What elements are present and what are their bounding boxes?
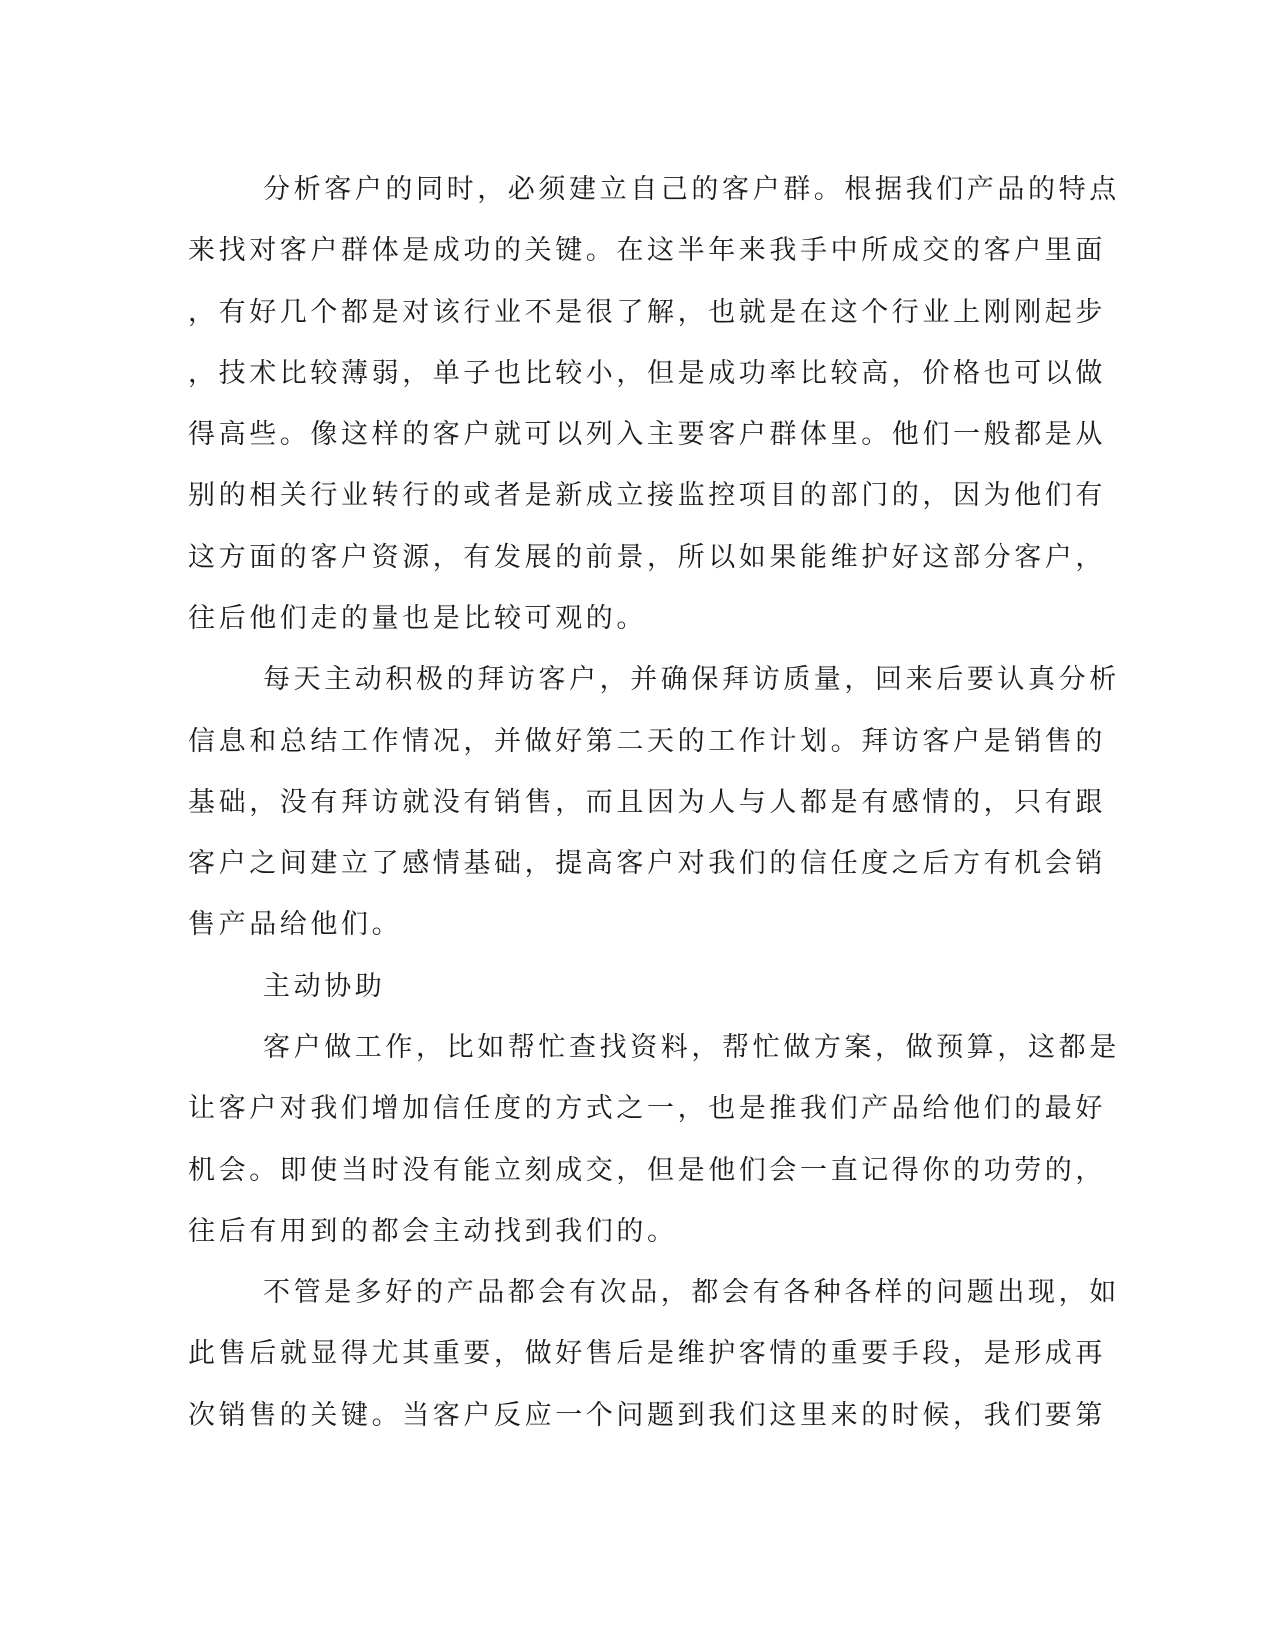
text-line: 来找对客户群体是成功的关键。在这半年来我手中所成交的客户里面 xyxy=(188,235,1106,266)
text-line: 此售后就显得尤其重要，做好售后是维护客情的重要手段，是形成再 xyxy=(188,1338,1106,1369)
text-line: 这方面的客户资源，有发展的前景，所以如果能维护好这部分客户， xyxy=(188,542,1106,573)
text-line: 分析客户的同时，必须建立自己的客户群。根据我们产品的特点 xyxy=(263,174,1120,205)
text-line: 机会。即使当时没有能立刻成交，但是他们会一直记得你的功劳的， xyxy=(188,1155,1106,1186)
text-line: 信息和总结工作情况，并做好第二天的工作计划。拜访客户是销售的 xyxy=(188,726,1106,757)
text-line: 每天主动积极的拜访客户，并确保拜访质量，回来后要认真分析 xyxy=(263,664,1120,695)
text-line: 往后有用到的都会主动找到我们的。 xyxy=(188,1216,678,1247)
text-line: 售产品给他们。 xyxy=(188,909,403,940)
text-line: 别的相关行业转行的或者是新成立接监控项目的部门的，因为他们有 xyxy=(188,480,1106,511)
text-line: 不管是多好的产品都会有次品，都会有各种各样的问题出现，如 xyxy=(263,1277,1120,1308)
text-line: ，有好几个都是对该行业不是很了解，也就是在这个行业上刚刚起步 xyxy=(188,297,1106,328)
text-line: ，技术比较薄弱，单子也比较小，但是成功率比较高，价格也可以做 xyxy=(188,358,1106,389)
text-line: 让客户对我们增加信任度的方式之一，也是推我们产品给他们的最好 xyxy=(188,1093,1106,1124)
section-heading: 主动协助 xyxy=(263,971,386,1002)
text-line: 客户做工作，比如帮忙查找资料，帮忙做方案，做预算，这都是 xyxy=(263,1032,1120,1063)
text-line: 客户之间建立了感情基础，提高客户对我们的信任度之后方有机会销 xyxy=(188,848,1106,879)
text-line: 次销售的关键。当客户反应一个问题到我们这里来的时候，我们要第 xyxy=(188,1400,1106,1431)
text-line: 得高些。像这样的客户就可以列入主要客户群体里。他们一般都是从 xyxy=(188,419,1106,450)
text-line: 往后他们走的量也是比较可观的。 xyxy=(188,603,647,634)
text-line: 基础，没有拜访就没有销售，而且因为人与人都是有感情的，只有跟 xyxy=(188,787,1106,818)
